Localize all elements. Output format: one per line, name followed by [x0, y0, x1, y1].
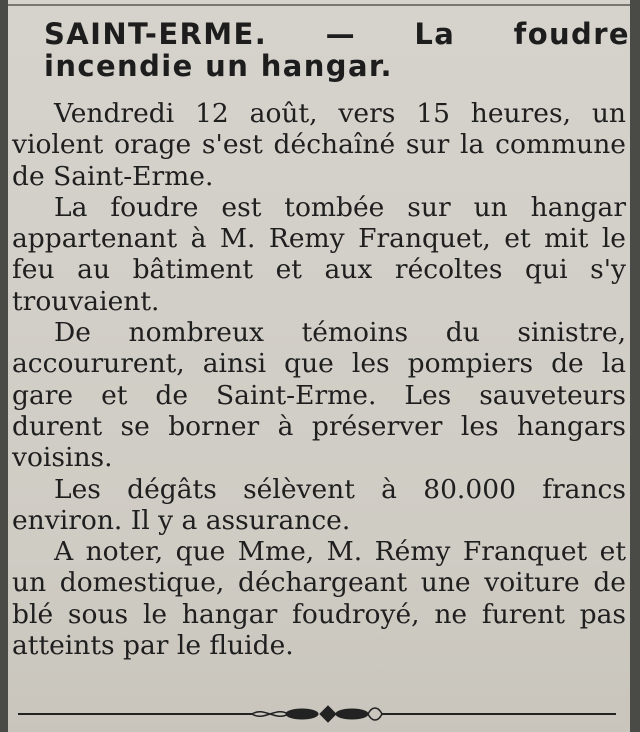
paragraph: Les dégâts sélèvent à 80.000 francs environ. Il y a assurance.	[12, 473, 626, 536]
paragraph: La foudre est tombée sur un hangar appartenant à M. Remy Franquet, et mit le feu au bâtiment et aux récoltes qui s'y trouvaient.	[12, 191, 626, 317]
ornamental-separator-icon	[14, 700, 620, 728]
article-headline: SAINT-ERME. — La foudre incendie un hangar.	[44, 17, 630, 83]
paragraph: A noter, que Mme, M. Rémy Franquet et un domestique, déchargeant une voiture de blé sous le hangar foudroyé, ne furent pas atteints par le fluide.	[12, 536, 626, 662]
paragraph: Vendredi 12 août, vers 15 heures, un violent orage s'est déchaîné sur la commune de Saint-Erme.	[12, 98, 626, 192]
newspaper-clipping	[8, 0, 630, 732]
paragraph: De nombreux témoins du sinistre, accoururent, ainsi que les pompiers de la gare et de Saint-Erme. Les sauveteurs durent se borner à préserver les hangars voisins.	[12, 317, 626, 474]
article-body	[12, 98, 626, 661]
top-rule	[8, 4, 630, 6]
